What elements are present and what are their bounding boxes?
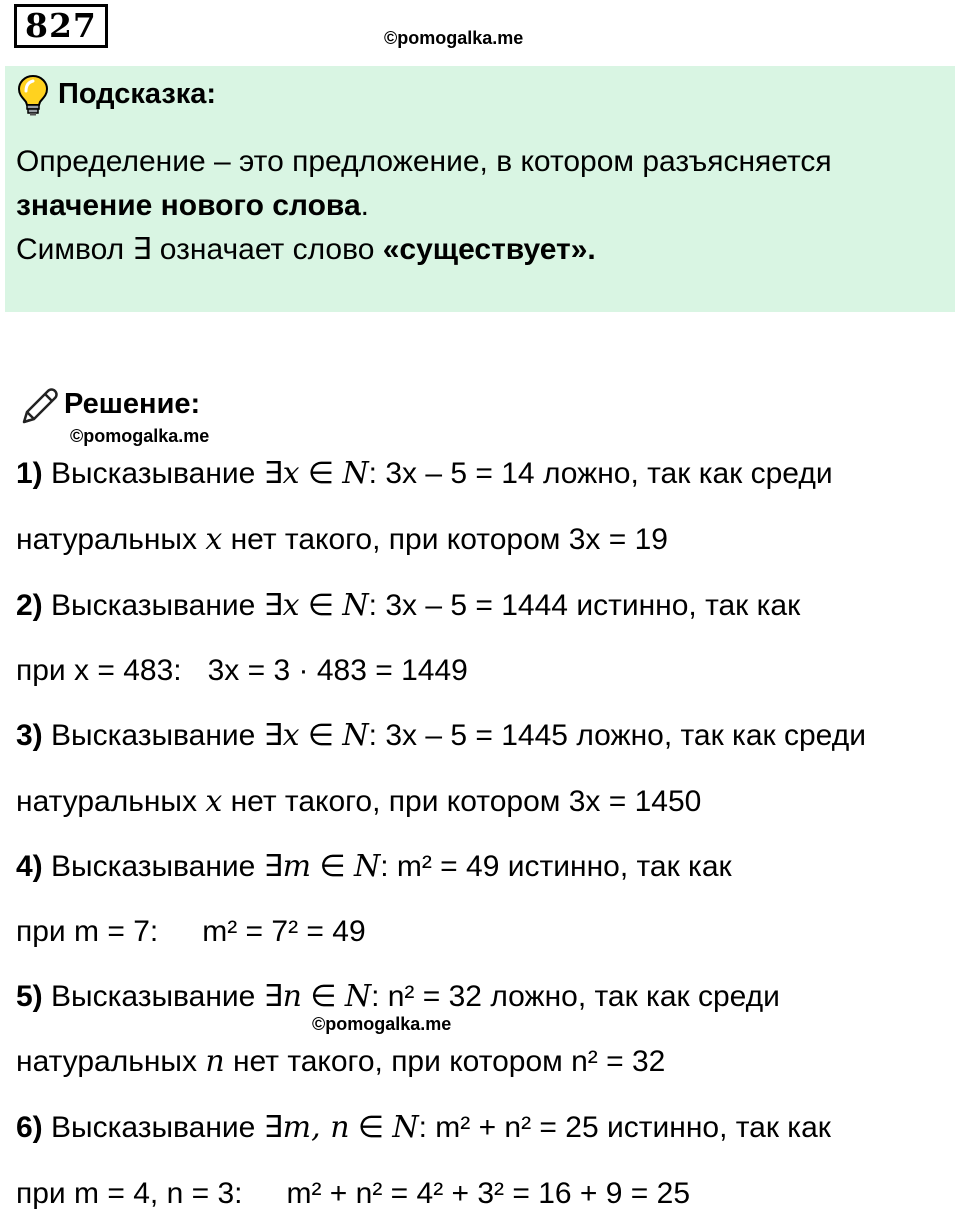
solution-item-1-cont (16, 520, 668, 560)
task-number: 827 (14, 4, 108, 48)
solution-item-3-cont (16, 782, 701, 822)
pencil-icon (18, 386, 60, 428)
condition: 3x = 19 (568, 523, 668, 556)
solution-item-4 (16, 847, 732, 887)
equation: m² + n² = 25 (435, 1111, 599, 1144)
hint-line-2-end: . (360, 189, 369, 222)
word-natural: натуральных (16, 785, 197, 818)
item-number: 5) (16, 980, 43, 1013)
verdict: истинно, так как (607, 1111, 831, 1144)
hint-bold-phrase: значение нового слова (16, 189, 361, 222)
word-statement: Высказывание (51, 589, 256, 622)
calculation: m² = 7² = 49 (202, 915, 366, 948)
variable: x (282, 456, 300, 491)
calculation: 3x = 3 · 483 = 1449 (207, 654, 468, 687)
word-none: нет такого, при котором (230, 523, 561, 556)
item-number: 1) (16, 457, 43, 490)
equation: 3x – 5 = 1444 (385, 589, 568, 622)
element-of-symbol: ∈ (311, 850, 354, 883)
exists-symbol: ∃ (263, 589, 283, 622)
variable: x (282, 718, 300, 753)
word-natural: натуральных (16, 523, 197, 556)
item-number: 3) (16, 719, 43, 752)
colon: : (418, 1111, 436, 1144)
solution-item-1 (16, 454, 833, 494)
solution-item-3 (16, 716, 866, 756)
set-symbol: N (342, 588, 369, 623)
set-symbol: N (342, 718, 369, 753)
element-of-symbol: ∈ (349, 1111, 393, 1144)
colon: : (368, 719, 386, 752)
variable: n (205, 1044, 225, 1079)
condition: 3x = 1450 (568, 785, 702, 818)
element-of-symbol: ∈ (299, 457, 343, 490)
element-of-symbol: ∈ (302, 980, 345, 1013)
set-symbol: N (342, 456, 369, 491)
word-at: при (16, 654, 66, 687)
exists-symbol: ∃ (263, 457, 283, 490)
lightbulb-icon (16, 74, 50, 116)
exists-symbol: ∃ (263, 1111, 283, 1144)
variable: n (282, 979, 302, 1014)
element-of-symbol: ∈ (299, 589, 343, 622)
word-statement: Высказывание (51, 980, 256, 1013)
colon: : (368, 589, 386, 622)
exists-symbol: ∃ (263, 719, 283, 752)
hint-line-2 (16, 184, 946, 228)
verdict: ложно, так как среди (490, 980, 780, 1013)
word-statement: Высказывание (51, 719, 256, 752)
solution-item-5-cont (16, 1042, 665, 1082)
hint-bold-word: «существует». (382, 233, 596, 266)
variable: x (282, 588, 300, 623)
exists-symbol: ∃ (263, 980, 283, 1013)
hint-line-3 (16, 228, 946, 272)
solution-item-2 (16, 586, 800, 626)
hint-line-1: Определение – это предложение, в котором разъясняется (16, 145, 832, 178)
hint-title: Подсказка: (58, 78, 217, 110)
assignment: m = 7: (74, 915, 159, 948)
watermark-top: ©pomogalka.me (384, 28, 524, 48)
equation: 3x – 5 = 1445 (385, 719, 568, 752)
verdict: истинно, так как (576, 589, 801, 622)
solution-item-6 (16, 1108, 831, 1148)
condition: n² = 32 (571, 1045, 666, 1078)
variable: m, n (282, 1110, 350, 1145)
item-number: 6) (16, 1111, 43, 1144)
solution-item-2-cont (16, 651, 468, 691)
word-none: нет такого, при котором (232, 1045, 563, 1078)
equation: 3x – 5 = 14 (385, 457, 535, 490)
word-at: при (16, 1177, 66, 1210)
word-natural: натуральных (16, 1045, 197, 1078)
hint-line-3-start: Символ ∃ означает слово (16, 233, 383, 266)
item-number: 4) (16, 850, 43, 883)
word-statement: Высказывание (51, 850, 256, 883)
colon: : (380, 850, 397, 883)
set-symbol: N (392, 1110, 419, 1145)
solution-item-4-cont (16, 912, 366, 952)
verdict: ложно, так как среди (576, 719, 866, 752)
verdict: ложно, так как среди (542, 457, 833, 490)
word-none: нет такого, при котором (230, 785, 561, 818)
verdict: истинно, так как (507, 850, 732, 883)
equation: m² = 49 (396, 850, 500, 883)
colon: : (371, 980, 388, 1013)
watermark-middle: ©pomogalka.me (312, 1014, 452, 1034)
word-at: при (16, 915, 66, 948)
word-statement: Высказывание (51, 1111, 256, 1144)
hint-text (16, 140, 946, 272)
colon: : (368, 457, 386, 490)
item-number: 2) (16, 589, 43, 622)
variable: m (282, 849, 312, 884)
assignment: m = 4, n = 3: (74, 1177, 243, 1210)
variable: x (205, 522, 223, 557)
solution-item-5 (16, 977, 780, 1017)
assignment: x = 483: (74, 654, 182, 687)
variable: x (205, 784, 223, 819)
watermark-solution: ©pomogalka.me (70, 426, 210, 446)
solution-title: Решение: (64, 388, 201, 420)
set-symbol: N (344, 979, 372, 1014)
set-symbol: N (353, 849, 381, 884)
exists-symbol: ∃ (263, 850, 283, 883)
equation: n² = 32 (387, 980, 482, 1013)
word-statement: Высказывание (51, 457, 256, 490)
solution-item-6-cont (16, 1174, 690, 1214)
calculation: m² + n² = 4² + 3² = 16 + 9 = 25 (286, 1177, 691, 1210)
element-of-symbol: ∈ (299, 719, 343, 752)
